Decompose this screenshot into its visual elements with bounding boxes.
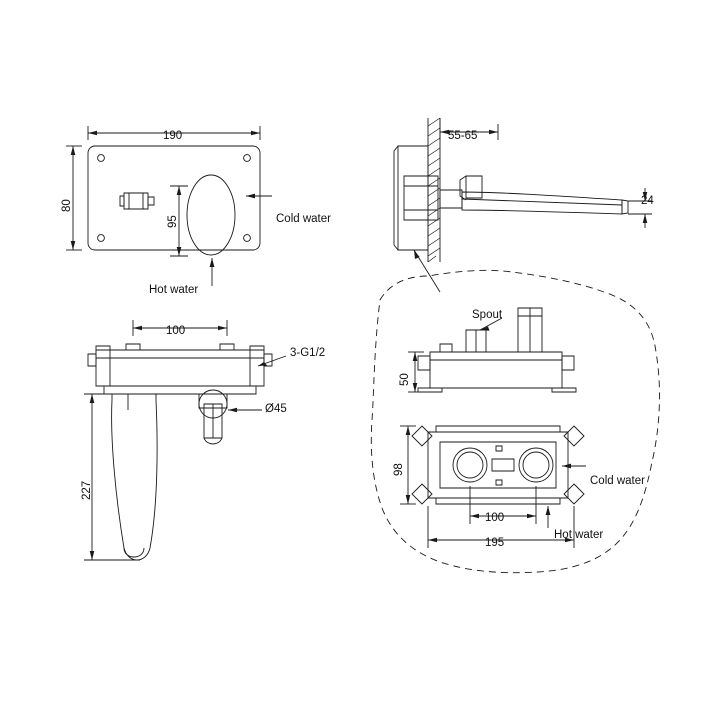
note-thread-3g12: 3-G1/2	[290, 347, 326, 359]
note-cold-water-roughin: Cold water	[590, 475, 645, 487]
view-top-and-elevation	[81, 320, 286, 560]
view-front-faceplate	[66, 126, 272, 286]
note-hot-water-front: Hot water	[149, 284, 199, 296]
note-cold-water-front: Cold water	[276, 213, 331, 225]
note-hot-water-roughin: Hot water	[554, 529, 604, 541]
dim-label-centers-100: 100	[485, 512, 505, 524]
dim-label-wall-55-65: 55-65	[448, 130, 478, 142]
dim-label-width-190: 190	[163, 130, 183, 142]
note-spout: Spout	[472, 309, 503, 321]
dim-label-spout-drop-24: 24	[641, 195, 654, 207]
note-hole-dia-45: Ø45	[265, 403, 287, 415]
dim-label-handle-95: 95	[167, 215, 179, 228]
dim-label-spread-100-top: 100	[166, 325, 186, 337]
dim-label-projection-227: 227	[81, 480, 93, 500]
dim-label-height-80: 80	[61, 199, 73, 212]
dim-label-body-height-98: 98	[393, 463, 405, 476]
view-side-section	[394, 118, 652, 262]
dim-label-body-width-195: 195	[485, 537, 505, 549]
dim-label-body-depth-50: 50	[399, 373, 411, 386]
detail-callout-balloon	[371, 250, 659, 573]
